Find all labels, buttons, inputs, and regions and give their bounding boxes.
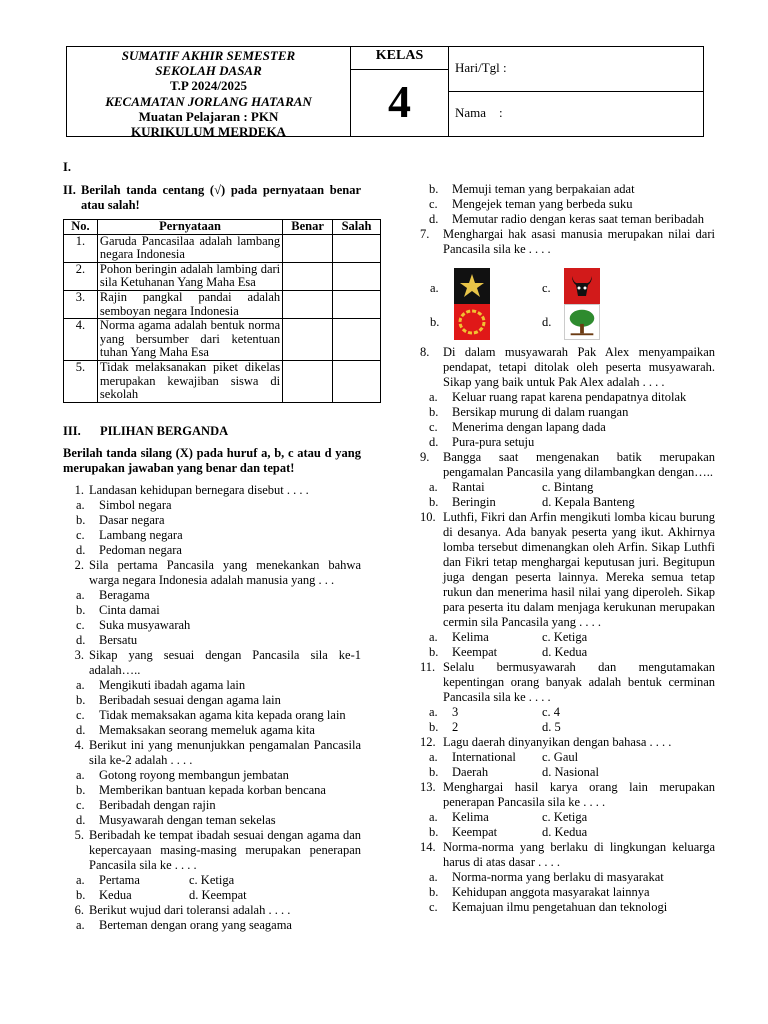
option-text[interactable]: Keempat bbox=[452, 825, 498, 839]
questions-left bbox=[63, 483, 361, 933]
section-3-heading bbox=[63, 424, 361, 439]
question-text: Luthfi, Fikri dan Arfin mengikuti lomba kicau burung di desanya. Ada banyak peserta yang ikut. Akhirnya lomba tersebut dimenangkan oleh Arfin. Sikap Luthfi dan Fikri tetap menghargai keputusan juri. Begitupun juga dengan peserta lainnya. Mereka semua tetap rukun dan menerima hasil nilai yang diperoleh. Sikap para peserta itu dalam menjaga kerukunan merupakan cermin sila Pancasila yang . . . . bbox=[443, 510, 715, 629]
question-text: Landasan kehidupan bernegara disebut . . . . bbox=[89, 482, 309, 497]
option-letter: b. bbox=[429, 182, 439, 196]
question-text: Sikap yang sesuai dengan Pancasila sila ke-1 adalah….. bbox=[89, 647, 361, 677]
question bbox=[63, 903, 361, 918]
option-letter: a. bbox=[429, 480, 438, 494]
option-letter: b. bbox=[76, 692, 86, 707]
option-row bbox=[420, 720, 715, 735]
option[interactable] bbox=[420, 390, 715, 405]
row-statement: Pohon beringin adalah lambing dari sila Ketuhanan Yang Maha Esa bbox=[97, 262, 282, 290]
option[interactable] bbox=[420, 212, 715, 227]
table-header: No. bbox=[64, 220, 98, 235]
option-text: Simbol negara bbox=[99, 497, 172, 512]
option-letter: a. bbox=[76, 872, 85, 887]
option-text[interactable]: d. 5 bbox=[542, 720, 561, 734]
option-row bbox=[420, 645, 715, 660]
option-text: Berteman dengan orang yang seagama bbox=[99, 917, 292, 932]
option-letter: a. bbox=[76, 677, 85, 692]
option[interactable] bbox=[63, 798, 361, 813]
option[interactable] bbox=[63, 543, 361, 558]
question-text: Berikut ini yang menunjukkan pengamalan Pancasila sila ke-2 adalah . . . . bbox=[89, 737, 361, 767]
school-level: SEKOLAH DASAR bbox=[155, 63, 262, 79]
row-statement: Tidak melaksanakan piket dikelas merupakan kewajiban siswa di sekolah bbox=[97, 360, 282, 402]
option-letter: a. bbox=[76, 587, 85, 602]
district: KECAMATAN JORLANG HATARAN bbox=[105, 93, 312, 109]
option-letter: c. bbox=[76, 797, 85, 812]
option-row bbox=[63, 888, 361, 903]
option-text[interactable]: d. Kedua bbox=[542, 645, 588, 659]
exam-header bbox=[66, 46, 704, 140]
benar-cell[interactable] bbox=[283, 262, 333, 290]
option-letter: c. bbox=[429, 900, 438, 914]
option-text[interactable]: Kelima bbox=[452, 810, 489, 824]
table-row bbox=[64, 262, 381, 290]
option-letter: c. bbox=[76, 527, 85, 542]
bull-head-icon[interactable] bbox=[564, 268, 600, 304]
question-number: 12. bbox=[420, 735, 436, 749]
option-text: Norma-norma yang berlaku di masyarakat bbox=[452, 870, 664, 884]
salah-cell[interactable] bbox=[333, 290, 381, 318]
option-letter: b. bbox=[76, 887, 86, 902]
option[interactable] bbox=[63, 783, 361, 798]
section-1-label: I. bbox=[63, 160, 71, 174]
class-block bbox=[351, 47, 449, 136]
option-letter: b. bbox=[429, 720, 439, 734]
option-row bbox=[420, 495, 715, 510]
banyan-tree-icon[interactable] bbox=[564, 304, 600, 340]
option-text[interactable]: d. Kedua bbox=[542, 825, 588, 839]
left-column bbox=[63, 160, 372, 933]
option-text[interactable]: Kedua bbox=[99, 887, 132, 902]
curriculum: KURIKULUM MERDEKA bbox=[131, 124, 286, 140]
option-letter: c. bbox=[542, 281, 551, 295]
option-text[interactable]: Pertama bbox=[99, 872, 140, 887]
option-text[interactable]: c. Bintang bbox=[542, 480, 594, 494]
option[interactable] bbox=[420, 197, 715, 212]
option-text[interactable]: d. Kepala Banteng bbox=[542, 495, 635, 509]
option-row bbox=[420, 705, 715, 720]
option-text: Cinta damai bbox=[99, 602, 160, 617]
salah-cell[interactable] bbox=[333, 262, 381, 290]
option-letter: c. bbox=[76, 707, 85, 722]
row-statement: Norma agama adalah bentuk norma yang bersumber dari ketentuan tuhan Yang Maha Esa bbox=[97, 319, 282, 361]
row-number: 2. bbox=[64, 262, 98, 290]
option-text: Musyawarah dengan teman sekelas bbox=[99, 812, 276, 827]
section-3-instruction: Berilah tanda silang (X) pada huruf a, b, c atau d yang merupakan jawaban yang benar dan tepat! bbox=[63, 445, 361, 475]
option[interactable] bbox=[63, 708, 361, 723]
option-row bbox=[420, 825, 715, 840]
option-text: Pedoman negara bbox=[99, 542, 182, 557]
option[interactable] bbox=[63, 513, 361, 528]
option-letter: b. bbox=[76, 512, 86, 527]
benar-cell[interactable] bbox=[283, 360, 333, 402]
question bbox=[420, 840, 715, 870]
option[interactable] bbox=[63, 918, 361, 933]
question bbox=[63, 738, 361, 768]
table-header-row bbox=[64, 220, 381, 235]
option-text[interactable]: Beringin bbox=[452, 495, 496, 509]
option-text: Bersatu bbox=[99, 632, 138, 647]
option-letter: b. bbox=[76, 602, 86, 617]
option-text: Dasar negara bbox=[99, 512, 165, 527]
student-info-block bbox=[449, 47, 703, 136]
option-text[interactable]: Keempat bbox=[452, 645, 498, 659]
option-text: Lambang negara bbox=[99, 527, 183, 542]
question-text: Lagu daerah dinyanyikan dengan bahasa . . . . bbox=[443, 735, 672, 749]
option-text[interactable]: Daerah bbox=[452, 765, 489, 779]
section-2-label: II. bbox=[63, 183, 76, 197]
question-number: 3. bbox=[74, 647, 84, 662]
question-text: Menghargai hak asasi manusia merupakan nilai dari Pancasila sila ke . . . . bbox=[443, 227, 715, 256]
option-text[interactable]: International bbox=[452, 750, 516, 764]
question-text: Beribadah ke tempat ibadah sesuai dengan agama dan kepercayaan masing-masing merupakan penerapan Pancasila sila ke . . . . bbox=[89, 827, 361, 872]
section-2-text: Berilah tanda centang (√) pada pernyataan benar atau salah! bbox=[81, 183, 361, 212]
question-number: 13. bbox=[420, 780, 436, 794]
option-letter: d. bbox=[542, 315, 552, 329]
option-text: Pura-pura setuju bbox=[452, 435, 535, 449]
table-header: Salah bbox=[333, 220, 381, 235]
option[interactable] bbox=[63, 768, 361, 783]
question-number: 11. bbox=[420, 660, 436, 674]
question-text: Selalu bermusyawarah dan mengutamakan kepentingan orang banyak adalah bentuk cerminan Pancasila sila ke . . . . bbox=[443, 660, 715, 704]
question-text: Bangga saat mengenakan batik merupakan pengamalan Pancasila yang dilambangkan dengan….. bbox=[443, 450, 715, 479]
option-letter: b. bbox=[429, 645, 439, 659]
option-row bbox=[420, 630, 715, 645]
option-letter: a. bbox=[429, 705, 438, 719]
question bbox=[420, 227, 715, 257]
option-row bbox=[420, 750, 715, 765]
option-letter: a. bbox=[76, 767, 85, 782]
option-letter: c. bbox=[429, 197, 438, 211]
date-field[interactable]: Hari/Tgl : bbox=[449, 47, 703, 92]
option-row bbox=[63, 873, 361, 888]
option-letter: a. bbox=[429, 870, 438, 884]
option-text: Gotong royong membangun jembatan bbox=[99, 767, 289, 782]
salah-cell[interactable] bbox=[333, 360, 381, 402]
question-text: Menghargai hasil karya orang lain merupakan penerapan Pancasila sila ke . . . . bbox=[443, 780, 715, 809]
option-letter: d. bbox=[76, 632, 86, 647]
option-text: Memaksakan seorang memeluk agama kita bbox=[99, 722, 315, 737]
option-text[interactable]: 2 bbox=[452, 720, 459, 734]
option-letter: d. bbox=[429, 435, 439, 449]
question bbox=[63, 558, 361, 588]
question-number: 4. bbox=[74, 737, 84, 752]
question-number: 10. bbox=[420, 510, 436, 524]
option-letter: a. bbox=[430, 281, 439, 295]
option[interactable] bbox=[420, 885, 715, 900]
exam-title: SUMATIF AKHIR SEMESTER bbox=[121, 48, 296, 63]
option[interactable] bbox=[63, 603, 361, 618]
row-statement: Rajin pangkal pandai adalah semboyan negara Indonesia bbox=[97, 290, 282, 318]
section-3-title: PILIHAN BERGANDA bbox=[100, 423, 229, 438]
option-text[interactable]: d. Nasional bbox=[542, 765, 599, 779]
option[interactable] bbox=[420, 182, 715, 197]
question bbox=[420, 510, 715, 630]
salah-cell[interactable] bbox=[333, 234, 381, 262]
question-number: 1. bbox=[74, 482, 84, 497]
option-letter: b. bbox=[76, 782, 86, 797]
row-number: 1. bbox=[64, 234, 98, 262]
class-label: KELAS bbox=[351, 47, 448, 70]
table-row bbox=[64, 290, 381, 318]
option-text: Memuji teman yang berpakaian adat bbox=[452, 182, 635, 196]
option-letter: b. bbox=[429, 825, 439, 839]
option-text: Suka musyawarah bbox=[99, 617, 191, 632]
symbol-options bbox=[420, 257, 715, 345]
option[interactable] bbox=[420, 405, 715, 420]
question-number: 7. bbox=[420, 227, 430, 241]
option-letter: b. bbox=[429, 495, 439, 509]
option[interactable] bbox=[63, 723, 361, 738]
option[interactable] bbox=[63, 498, 361, 513]
question bbox=[420, 660, 715, 705]
row-number: 4. bbox=[64, 319, 98, 361]
option-text[interactable]: Rantai bbox=[452, 480, 485, 494]
question bbox=[420, 450, 715, 480]
option-text: Keluar ruang rapat karena pendapatnya ditolak bbox=[452, 390, 687, 404]
question-text: Sila pertama Pancasila yang menekankan bahwa warga negara Indonesia adalah manusia yang . . . bbox=[89, 557, 361, 587]
star-icon[interactable] bbox=[454, 268, 490, 304]
option-text: Beribadah sesuai dengan agama lain bbox=[99, 692, 281, 707]
benar-cell[interactable] bbox=[283, 234, 333, 262]
option[interactable] bbox=[420, 420, 715, 435]
option-letter: c. bbox=[429, 420, 438, 434]
option[interactable] bbox=[420, 900, 715, 915]
question bbox=[420, 345, 715, 390]
benar-cell[interactable] bbox=[283, 319, 333, 361]
option-letter: a. bbox=[76, 917, 85, 932]
option-text: Kemajuan ilmu pengetahuan dan teknologi bbox=[452, 900, 668, 914]
option-text[interactable]: c. Gaul bbox=[542, 750, 579, 764]
row-statement: Garuda Pancasilaa adalah lambang negara Indonesia bbox=[97, 234, 282, 262]
question bbox=[63, 828, 361, 873]
option[interactable] bbox=[420, 435, 715, 450]
option-letter: d. bbox=[76, 542, 86, 557]
question-number: 5. bbox=[74, 827, 84, 842]
question-number: 6. bbox=[74, 902, 84, 917]
option-letter: d. bbox=[76, 722, 86, 737]
option[interactable] bbox=[420, 870, 715, 885]
option-text[interactable]: c. Ketiga bbox=[542, 630, 588, 644]
salah-cell[interactable] bbox=[333, 319, 381, 361]
exam-title-block bbox=[67, 47, 351, 140]
class-number: 4 bbox=[388, 76, 411, 127]
option-text[interactable]: c. 4 bbox=[542, 705, 561, 719]
option-row bbox=[420, 810, 715, 825]
option-text: Kehidupan anggota masyarakat lainnya bbox=[452, 885, 650, 899]
row-number: 5. bbox=[64, 360, 98, 402]
option-text: Mengikuti ibadah agama lain bbox=[99, 677, 246, 692]
option-text[interactable]: 3 bbox=[452, 705, 459, 719]
option-letter: a. bbox=[429, 750, 438, 764]
option-text: Memutar radio dengan keras saat teman beribadah bbox=[452, 212, 704, 226]
option-row bbox=[420, 765, 715, 780]
table-row bbox=[64, 319, 381, 361]
question-text: Di dalam musyawarah Pak Alex menyampaikan pendapat, tetapi ditolak oleh peserta musyawarah. Sikap yang baik untuk Pak Alex adalah . . . . bbox=[443, 345, 715, 389]
table-header: Benar bbox=[283, 220, 333, 235]
option-letter: a. bbox=[429, 630, 438, 644]
table-row bbox=[64, 360, 381, 402]
option-letter: c. bbox=[76, 617, 85, 632]
option-text[interactable]: d. Keempat bbox=[189, 887, 247, 902]
section-2-instruction bbox=[63, 183, 361, 213]
option-text: Memberikan bantuan kepada korban bencana bbox=[99, 782, 326, 797]
question bbox=[420, 735, 715, 750]
option[interactable] bbox=[63, 693, 361, 708]
question-number: 9. bbox=[420, 450, 430, 464]
question-number: 14. bbox=[420, 840, 436, 854]
option-text: Bersikap murung di dalam ruangan bbox=[452, 405, 629, 419]
question bbox=[63, 648, 361, 678]
option-row bbox=[420, 480, 715, 495]
table-row bbox=[64, 234, 381, 262]
option-letter: a. bbox=[429, 810, 438, 824]
chain-icon[interactable] bbox=[454, 304, 490, 340]
subject: Muatan Pelajaran : PKN bbox=[138, 108, 279, 124]
option-text: Tidak memaksakan agama kita kepada orang lain bbox=[99, 707, 346, 722]
name-field[interactable]: Nama : bbox=[455, 105, 503, 120]
benar-cell[interactable] bbox=[283, 290, 333, 318]
option-text: Mengejek teman yang berbeda suku bbox=[452, 197, 633, 211]
option-text[interactable]: c. Ketiga bbox=[189, 872, 235, 887]
section-3-label: III. bbox=[63, 423, 81, 438]
option-letter: d. bbox=[429, 212, 439, 226]
option-letter: b. bbox=[429, 885, 439, 899]
option-letter: b. bbox=[429, 405, 439, 419]
right-column bbox=[420, 182, 715, 915]
school-year: T.P 2024/2025 bbox=[169, 78, 248, 94]
question-number: 2. bbox=[74, 557, 84, 572]
question-text: Berikut wujud dari toleransi adalah . . . . bbox=[89, 902, 291, 917]
table-header: Pernyataan bbox=[97, 220, 282, 235]
option-text[interactable]: Kelima bbox=[452, 630, 489, 644]
option-letter: a. bbox=[429, 390, 438, 404]
option[interactable] bbox=[63, 588, 361, 603]
option[interactable] bbox=[63, 813, 361, 828]
option-text: Beragama bbox=[99, 587, 150, 602]
option-letter: b. bbox=[430, 315, 440, 329]
option[interactable] bbox=[63, 678, 361, 693]
option-text[interactable]: c. Ketiga bbox=[542, 810, 588, 824]
option[interactable] bbox=[63, 618, 361, 633]
option[interactable] bbox=[63, 528, 361, 543]
option-letter: d. bbox=[76, 812, 86, 827]
option-letter: a. bbox=[76, 497, 85, 512]
option-text: Menerima dengan lapang dada bbox=[452, 420, 606, 434]
question-text: Norma-norma yang berlaku di lingkungan keluarga harus di atas dasar . . . . bbox=[443, 840, 715, 869]
question-number: 8. bbox=[420, 345, 430, 359]
option-letter: b. bbox=[429, 765, 439, 779]
option[interactable] bbox=[63, 633, 361, 648]
question bbox=[63, 483, 361, 498]
statement-table bbox=[63, 219, 381, 403]
option-text: Beribadah dengan rajin bbox=[99, 797, 216, 812]
row-number: 3. bbox=[64, 290, 98, 318]
question bbox=[420, 780, 715, 810]
